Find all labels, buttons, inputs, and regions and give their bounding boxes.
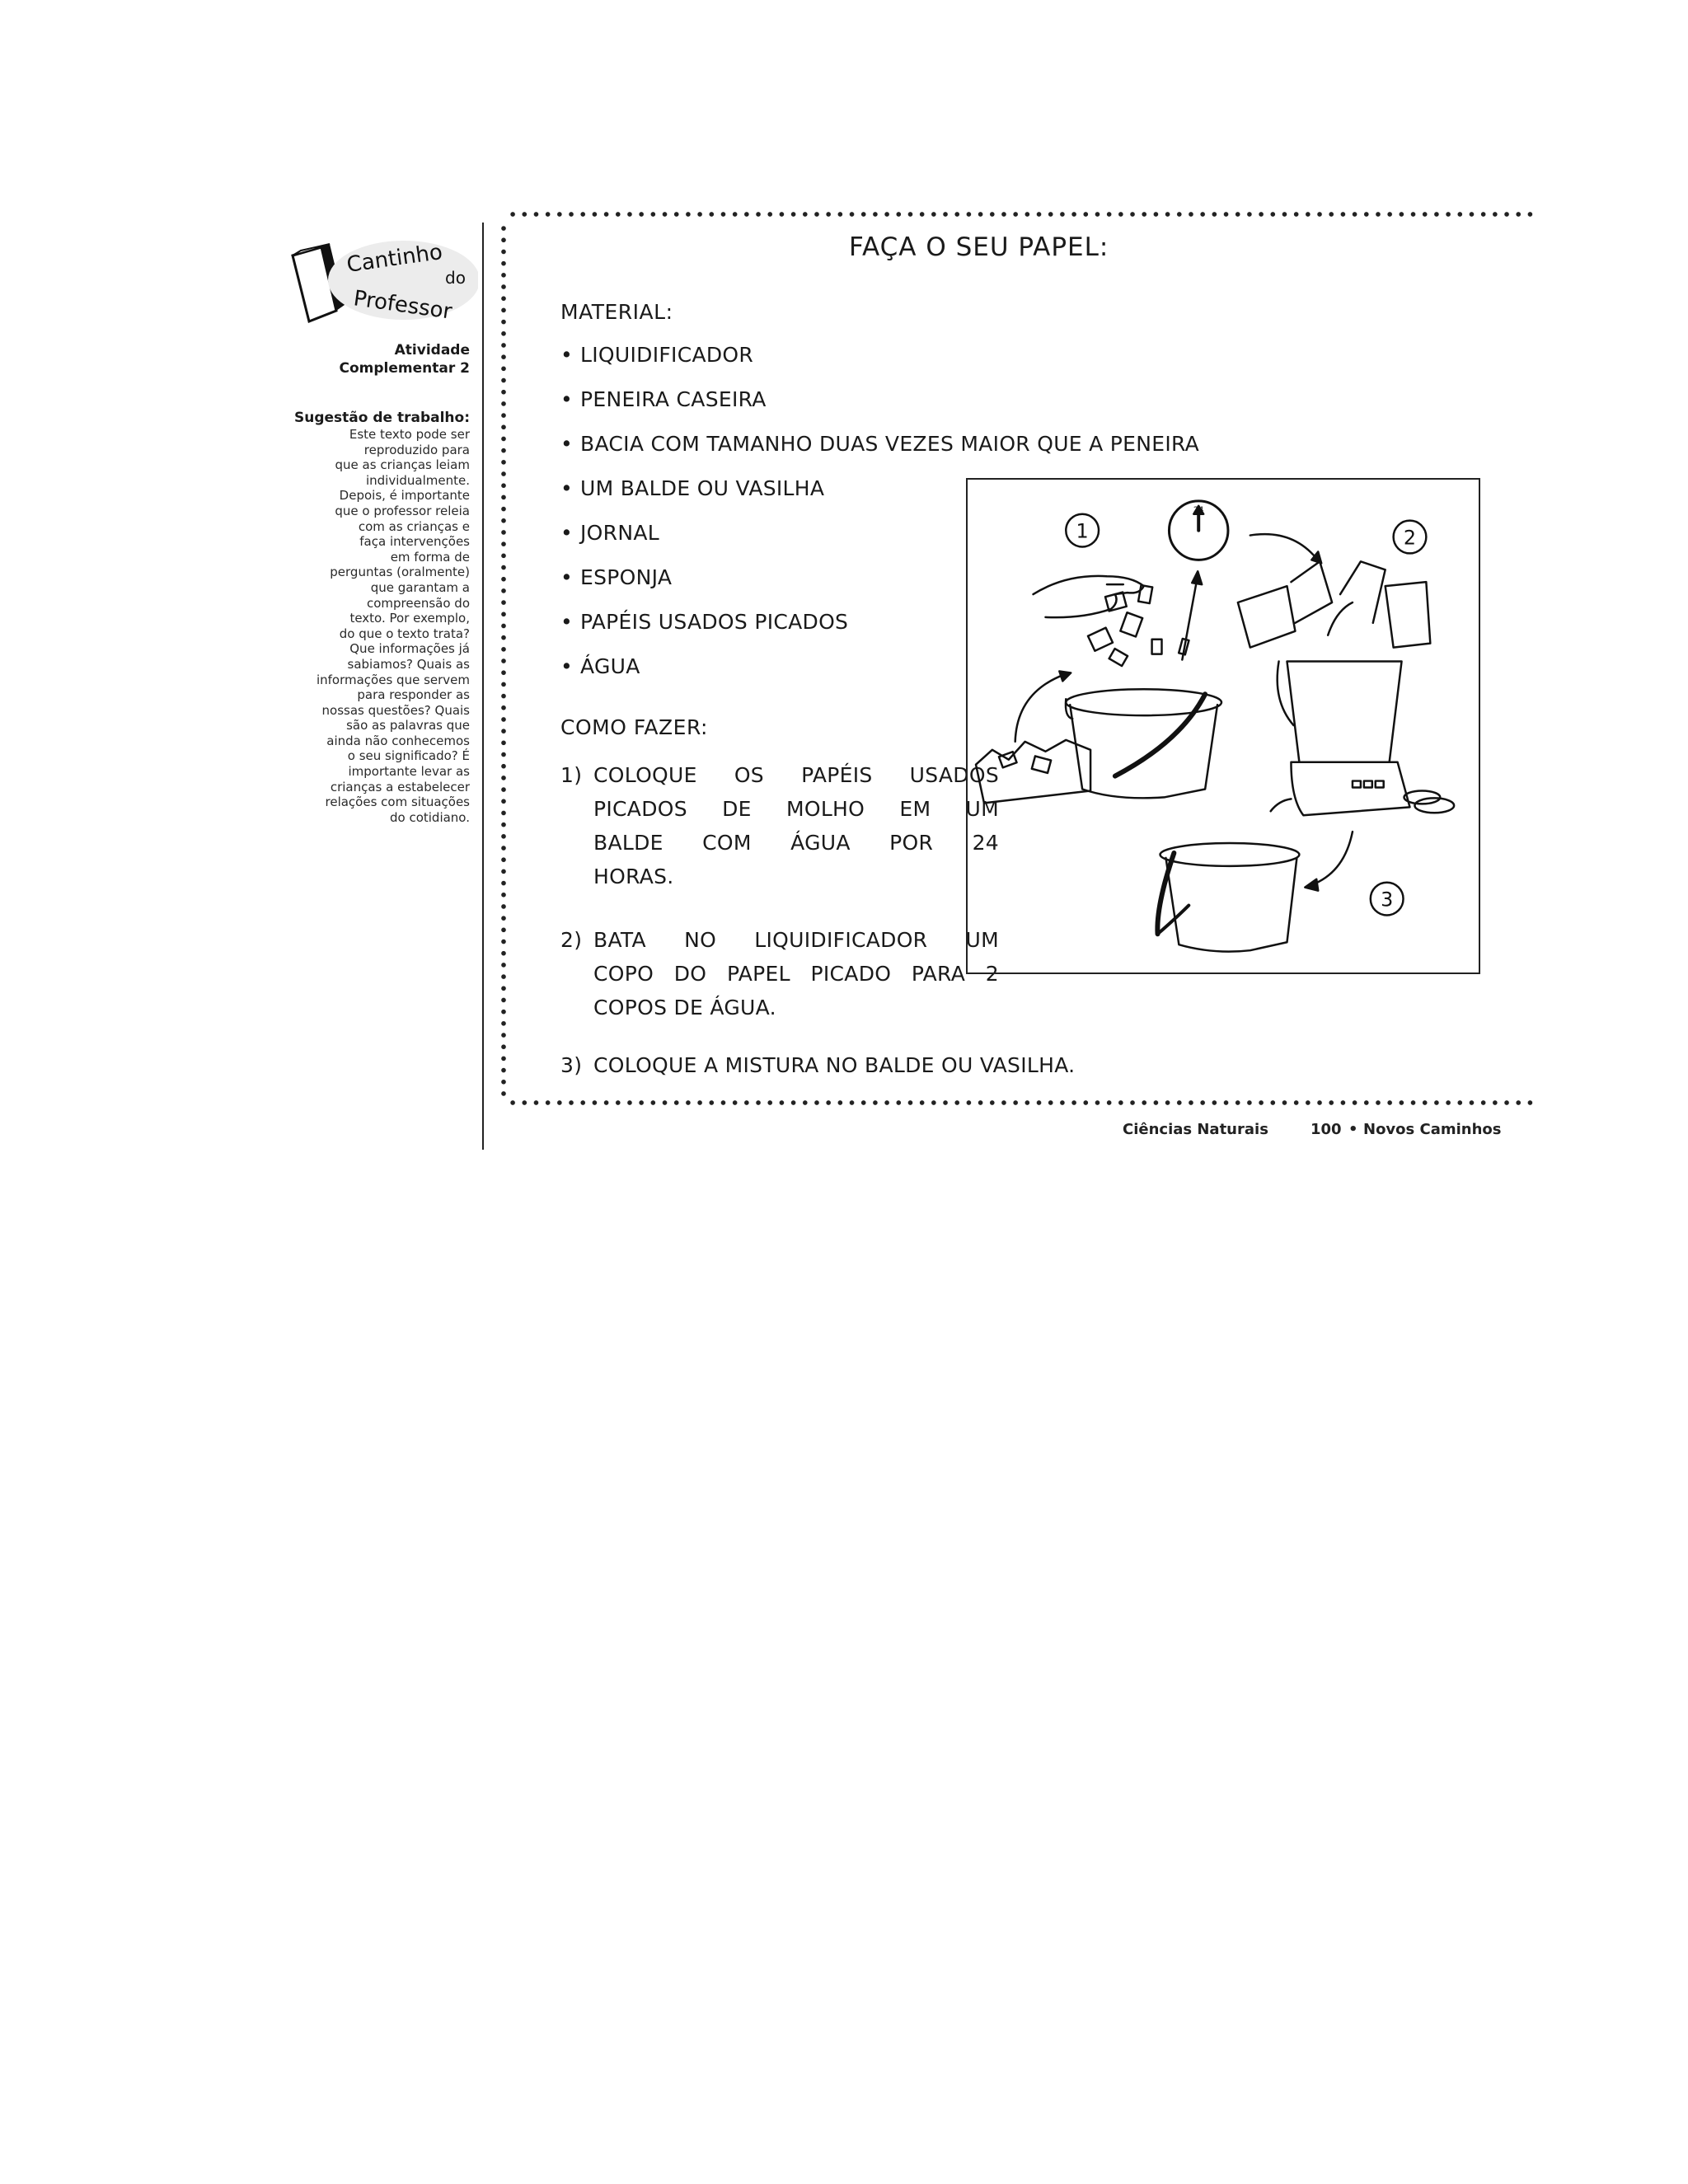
step-line: COPOS DE ÁGUA.	[593, 996, 776, 1019]
step-line: COLOQUE OS PAPÉIS USADOS	[593, 763, 999, 787]
material-item	[560, 654, 640, 678]
bullet: •	[560, 565, 574, 589]
suggestion-line: que garantam a	[370, 579, 470, 595]
material-item	[560, 343, 753, 367]
clock-label: 24	[1193, 505, 1204, 515]
suggestion-line: compreensão do	[366, 595, 470, 611]
material-text: PAPÉIS USADOS PICADOS	[580, 610, 849, 634]
material-text: PENEIRA CASEIRA	[580, 387, 767, 411]
step-line: COPO DO PAPEL PICADO PARA 2	[593, 962, 999, 986]
step-line: COLOQUE A MISTURA NO BALDE OU VASILHA.	[593, 1053, 1076, 1077]
material-text: JORNAL	[580, 521, 659, 545]
suggestion-line: são as palavras que	[346, 718, 470, 733]
dotted-border-bottom	[507, 1099, 1537, 1106]
sidebar-divider	[482, 223, 484, 1150]
suggestion-line: do cotidiano.	[389, 809, 470, 825]
logo-line-3: Professor	[352, 286, 454, 325]
step-number: 2)	[560, 928, 583, 952]
suggestion-line: do que o texto trata?	[339, 626, 470, 641]
material-text: ÁGUA	[580, 654, 640, 678]
suggestion-line: sabiamos? Quais as	[347, 656, 470, 672]
step-line: BATA NO LIQUIDIFICADOR UM	[593, 928, 999, 952]
paper-making-illustration	[966, 478, 1480, 974]
suggestion-line: faça intervenções	[359, 534, 470, 550]
suggestion-line: ainda não conhecemos	[326, 733, 470, 748]
suggestion-line: para responder as	[357, 687, 470, 703]
suggestion-heading: Sugestão de trabalho:	[293, 410, 470, 426]
material-text: ESPONJA	[580, 565, 673, 589]
suggestion-line: Este texto pode ser	[349, 427, 470, 442]
material-text: LIQUIDIFICADOR	[580, 343, 754, 367]
logo-line-2: do	[445, 268, 466, 288]
activity-title: FAÇA O SEU PAPEL:	[849, 232, 1109, 262]
suggestion-line: importante levar as	[348, 764, 470, 780]
suggestion-line: com as crianças e	[358, 518, 470, 534]
suggestion-line: individualmente.	[365, 472, 470, 488]
suggestion-body	[280, 427, 470, 825]
bullet: •	[560, 654, 574, 678]
activity-line-2: Complementar 2	[339, 360, 470, 377]
step-line: BALDE COM ÁGUA POR 24	[593, 831, 999, 855]
suggestion-line: nossas questões? Quais	[321, 702, 470, 718]
footer-series: Novos Caminhos	[1363, 1121, 1502, 1138]
suggestion-line: reproduzido para	[363, 442, 470, 457]
material-item	[560, 432, 1199, 456]
step-number: 3)	[560, 1053, 583, 1077]
suggestion-line: que o professor releia	[335, 503, 470, 518]
material-item	[560, 387, 767, 411]
dotted-border-left	[500, 223, 507, 1096]
material-item	[560, 565, 672, 589]
footer-subject: Ciências Naturais	[1123, 1121, 1268, 1138]
footer-separator: •	[1348, 1121, 1358, 1138]
suggestion-line: Depois, é importante	[339, 488, 470, 504]
suggestion-line: crianças a estabelecer	[330, 779, 470, 794]
bullet: •	[560, 476, 574, 500]
step-number: 1)	[560, 763, 583, 787]
teacher-sidebar	[280, 341, 470, 825]
bullet: •	[560, 387, 574, 411]
material-text: UM BALDE OU VASILHA	[580, 476, 825, 500]
suggestion-line: o seu significado? É	[347, 748, 470, 764]
suggestion-line: texto. Por exemplo,	[349, 611, 470, 626]
suggestion-line: que as crianças leiam	[335, 457, 470, 473]
logo-line-1: Cantinho	[345, 239, 444, 278]
footer-page-number: 100	[1311, 1121, 1342, 1138]
dotted-border-top	[507, 211, 1537, 218]
activity-line-1: Atividade	[394, 342, 470, 359]
illus-label-1: 1	[1076, 519, 1089, 543]
bullet: •	[560, 343, 574, 367]
suggestion-line: em forma de	[390, 549, 470, 565]
material-item	[560, 476, 824, 500]
illus-label-2: 2	[1403, 526, 1417, 550]
suggestion-line: informações que servem	[316, 672, 470, 687]
material-item	[560, 610, 848, 634]
material-item	[560, 521, 659, 545]
material-text: BACIA COM TAMANHO DUAS VEZES MAIOR QUE A PENEIRA	[580, 432, 1200, 456]
illus-label-3: 3	[1381, 888, 1394, 912]
cantinho-do-professor-logo	[288, 232, 478, 331]
bullet: •	[560, 521, 574, 545]
step-line: PICADOS DE MOLHO EM UM	[593, 797, 999, 821]
suggestion-line: perguntas (oralmente)	[330, 565, 470, 580]
bullet: •	[560, 610, 574, 634]
material-label: MATERIAL:	[560, 300, 673, 324]
step-line: HORAS.	[593, 865, 674, 888]
how-to-label: COMO FAZER:	[560, 715, 708, 739]
bullet: •	[560, 432, 574, 456]
suggestion-line: Que informações já	[349, 641, 470, 657]
suggestion-line: relações com situações	[325, 794, 470, 810]
